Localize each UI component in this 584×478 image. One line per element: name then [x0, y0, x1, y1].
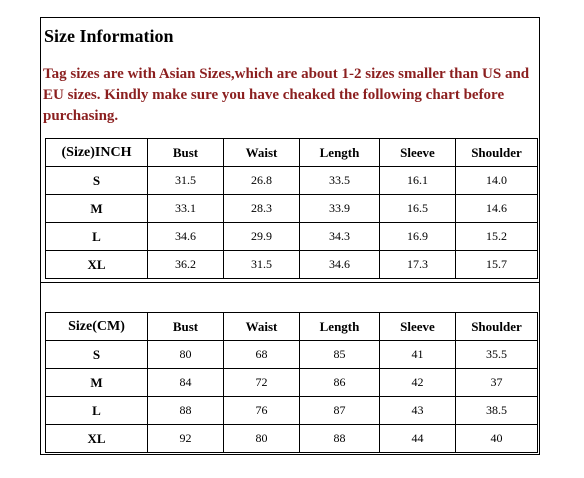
table-row	[46, 195, 538, 223]
table-cell: 34.6	[300, 251, 380, 279]
table-row	[46, 369, 538, 397]
table-cell: 43	[380, 397, 456, 425]
column-header: Sleeve	[380, 139, 456, 167]
table-cell: 87	[300, 397, 380, 425]
table-cell: 33.5	[300, 167, 380, 195]
column-header: Sleeve	[380, 313, 456, 341]
table-cell: 42	[380, 369, 456, 397]
size-notice: Tag sizes are with Asian Sizes,which are about 1-2 sizes smaller than US and EU sizes. Kindly make sure you have cheaked the following chart before purchasing.	[43, 66, 530, 124]
table-row	[46, 397, 538, 425]
size-label: S	[46, 341, 148, 369]
table-row	[46, 341, 538, 369]
table-cell: 28.3	[224, 195, 300, 223]
table-cell: 88	[300, 425, 380, 453]
table-cell: 16.9	[380, 223, 456, 251]
table-cell: 34.6	[148, 223, 224, 251]
section-divider	[40, 282, 540, 283]
table-cell: 15.7	[456, 251, 538, 279]
table-cell: 88	[148, 397, 224, 425]
table-cell: 37	[456, 369, 538, 397]
table-cell: 16.1	[380, 167, 456, 195]
table-cell: 86	[300, 369, 380, 397]
table-cell: 85	[300, 341, 380, 369]
column-header: Waist	[224, 313, 300, 341]
table-cell: 84	[148, 369, 224, 397]
table-cell: 76	[224, 397, 300, 425]
column-header: Waist	[224, 139, 300, 167]
table-cell: 26.8	[224, 167, 300, 195]
column-header: Size(CM)	[46, 313, 148, 341]
table-cell: 31.5	[148, 167, 224, 195]
size-label: M	[46, 369, 148, 397]
size-label: XL	[46, 425, 148, 453]
table-cell: 68	[224, 341, 300, 369]
table-cell: 14.6	[456, 195, 538, 223]
table-row	[46, 167, 538, 195]
page-title: Size Information	[44, 26, 174, 46]
table-header-row	[46, 139, 538, 167]
size-label: L	[46, 397, 148, 425]
inch-size-table	[45, 138, 538, 279]
size-label: XL	[46, 251, 148, 279]
table-cell: 80	[148, 341, 224, 369]
table-cell: 38.5	[456, 397, 538, 425]
table-cell: 40	[456, 425, 538, 453]
size-label: L	[46, 223, 148, 251]
table-cell: 29.9	[224, 223, 300, 251]
column-header: (Size)INCH	[46, 139, 148, 167]
table-row	[46, 425, 538, 453]
column-header: Length	[300, 313, 380, 341]
table-row	[46, 223, 538, 251]
table-cell: 33.9	[300, 195, 380, 223]
table-cell: 36.2	[148, 251, 224, 279]
table-cell: 72	[224, 369, 300, 397]
table-cell: 31.5	[224, 251, 300, 279]
table-cell: 15.2	[456, 223, 538, 251]
cm-size-table	[45, 312, 538, 453]
size-label: M	[46, 195, 148, 223]
column-header: Shoulder	[456, 313, 538, 341]
table-cell: 16.5	[380, 195, 456, 223]
table-cell: 41	[380, 341, 456, 369]
column-header: Bust	[148, 313, 224, 341]
table-cell: 33.1	[148, 195, 224, 223]
table-cell: 17.3	[380, 251, 456, 279]
table-cell: 35.5	[456, 341, 538, 369]
table-header-row	[46, 313, 538, 341]
table-cell: 92	[148, 425, 224, 453]
table-row	[46, 251, 538, 279]
column-header: Length	[300, 139, 380, 167]
size-label: S	[46, 167, 148, 195]
column-header: Bust	[148, 139, 224, 167]
table-cell: 80	[224, 425, 300, 453]
table-cell: 14.0	[456, 167, 538, 195]
table-cell: 44	[380, 425, 456, 453]
column-header: Shoulder	[456, 139, 538, 167]
table-cell: 34.3	[300, 223, 380, 251]
